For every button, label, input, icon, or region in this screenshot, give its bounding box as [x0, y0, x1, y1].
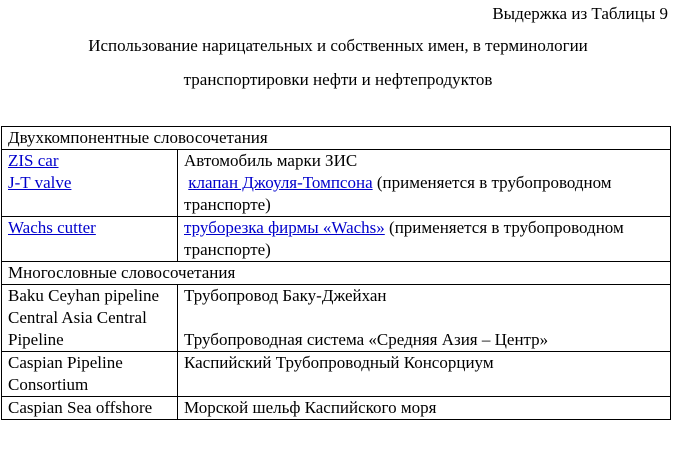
translation-cell: Морской шельф Каспийского моря: [178, 397, 671, 420]
translation-text: Трубопровод Баку-Джейхан: [184, 286, 387, 305]
translation-text-2: Трубопроводная система «Средняя Азия – Центр»: [184, 330, 549, 349]
term-cell: Baku Ceyhan pipeline Central Asia Central Pipeline: [2, 285, 178, 352]
table-caption: Выдержка из Таблицы 9: [492, 4, 668, 23]
translation-link-joule-thomson[interactable]: клапан Джоуля-Томпсона: [188, 173, 373, 192]
table-row: [2, 150, 671, 217]
translation-cell: [178, 285, 671, 352]
section-heading-multi-word: Многословные словосочетания: [2, 262, 671, 285]
translation-link-wachs[interactable]: труборезка фирмы «Wachs»: [184, 218, 385, 237]
term-link-zis-car[interactable]: ZIS car: [8, 151, 59, 170]
table-row: [2, 217, 671, 262]
term-cell: [2, 217, 178, 262]
term-cell: [2, 150, 178, 217]
table-row: [2, 397, 671, 420]
translation-cell: [178, 217, 671, 262]
term-link-wachs-cutter[interactable]: Wachs cutter: [8, 218, 96, 237]
term-cell: Caspian Pipeline Consortium: [2, 352, 178, 397]
page-title-line-2: транспортировки нефти и нефтепродуктов: [183, 70, 493, 89]
translation-cell: [178, 150, 671, 217]
term-cell: Caspian Sea offshore: [2, 397, 178, 420]
section-heading-two-component: Двухкомпонентные словосочетания: [2, 127, 671, 150]
term-link-jt-valve[interactable]: J-T valve: [8, 173, 72, 192]
translation-note: (применяется в трубопроводном транспорте): [184, 173, 612, 214]
translation-note: (применяется в трубопроводном транспорте): [184, 218, 624, 259]
translation-text: Автомобиль марки ЗИС: [184, 151, 358, 170]
translation-cell: Каспийский Трубопроводный Консорциум: [178, 352, 671, 397]
table-row: [2, 352, 671, 397]
table-row: [2, 285, 671, 352]
section-heading-row: [2, 127, 671, 150]
page-title-line-1: Использование нарицательных и собственных имен, в терминологии: [88, 36, 588, 55]
translation-text-2: [184, 173, 612, 214]
section-heading-row: [2, 262, 671, 285]
terminology-table: [1, 126, 671, 420]
